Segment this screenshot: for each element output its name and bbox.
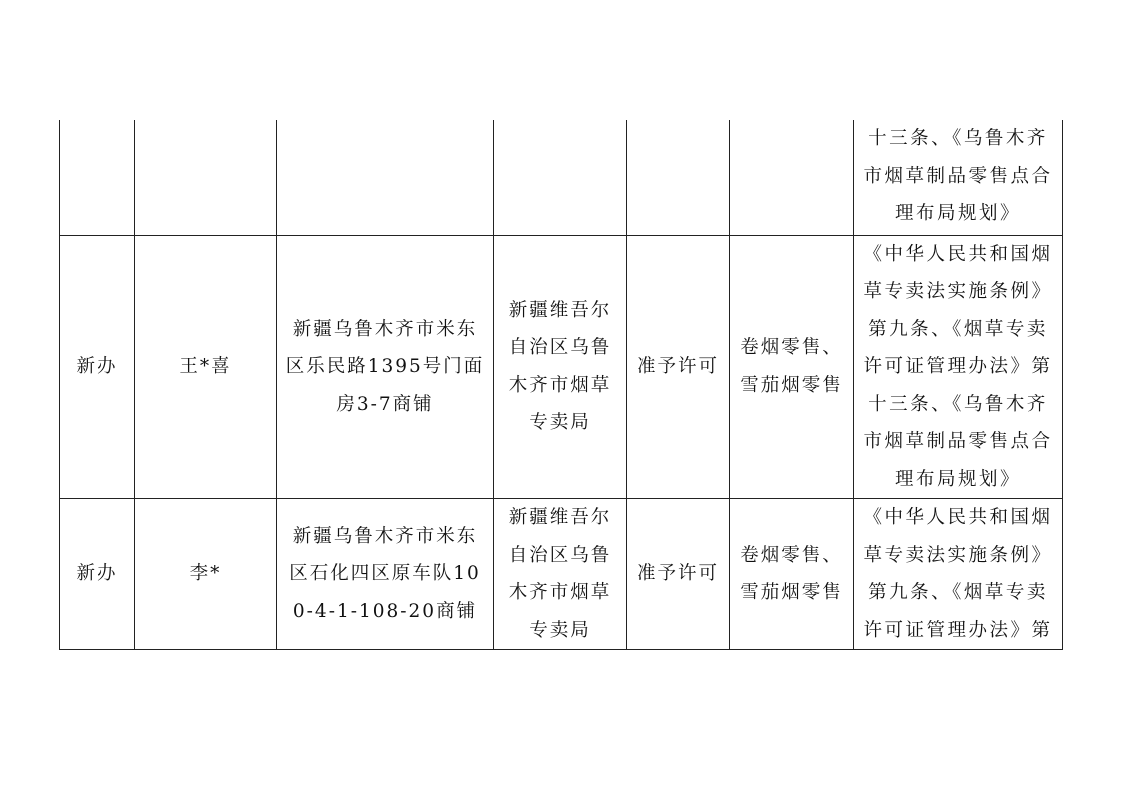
cell-name — [135, 120, 277, 235]
cell-authority: 新疆维吾尔自治区乌鲁木齐市烟草专卖局 — [494, 235, 627, 499]
cell-scope: 卷烟零售、雪茄烟零售 — [730, 499, 854, 650]
table-row — [60, 120, 1063, 235]
cell-legal-basis: 《中华人民共和国烟草专卖法实施条例》第九条、《烟草专卖许可证管理办法》第十三条、《乌鲁木齐市烟草制品零售点合理布局规划》 — [854, 235, 1063, 499]
cell-result: 准予许可 — [627, 235, 730, 499]
cell-authority: 新疆维吾尔自治区乌鲁木齐市烟草专卖局 — [494, 499, 627, 650]
cell-type: 新办 — [60, 235, 135, 499]
license-table — [59, 120, 1063, 650]
cell-address: 新疆乌鲁木齐市米东区石化四区原车队100-4-1-108-20商铺 — [277, 499, 494, 650]
cell-name: 王*喜 — [135, 235, 277, 499]
cell-type: 新办 — [60, 499, 135, 650]
cell-authority — [494, 120, 627, 235]
table-row — [60, 499, 1063, 650]
cell-result — [627, 120, 730, 235]
cell-name: 李* — [135, 499, 277, 650]
cell-type — [60, 120, 135, 235]
cell-result: 准予许可 — [627, 499, 730, 650]
cell-legal-basis: 《中华人民共和国烟草专卖法实施条例》第九条、《烟草专卖许可证管理办法》第 — [854, 499, 1063, 650]
table-row — [60, 235, 1063, 499]
cell-address — [277, 120, 494, 235]
cell-scope — [730, 120, 854, 235]
cell-scope: 卷烟零售、雪茄烟零售 — [730, 235, 854, 499]
cell-legal-basis: 十三条、《乌鲁木齐市烟草制品零售点合理布局规划》 — [854, 120, 1063, 235]
cell-address: 新疆乌鲁木齐市米东区乐民路1395号门面房3-7商铺 — [277, 235, 494, 499]
